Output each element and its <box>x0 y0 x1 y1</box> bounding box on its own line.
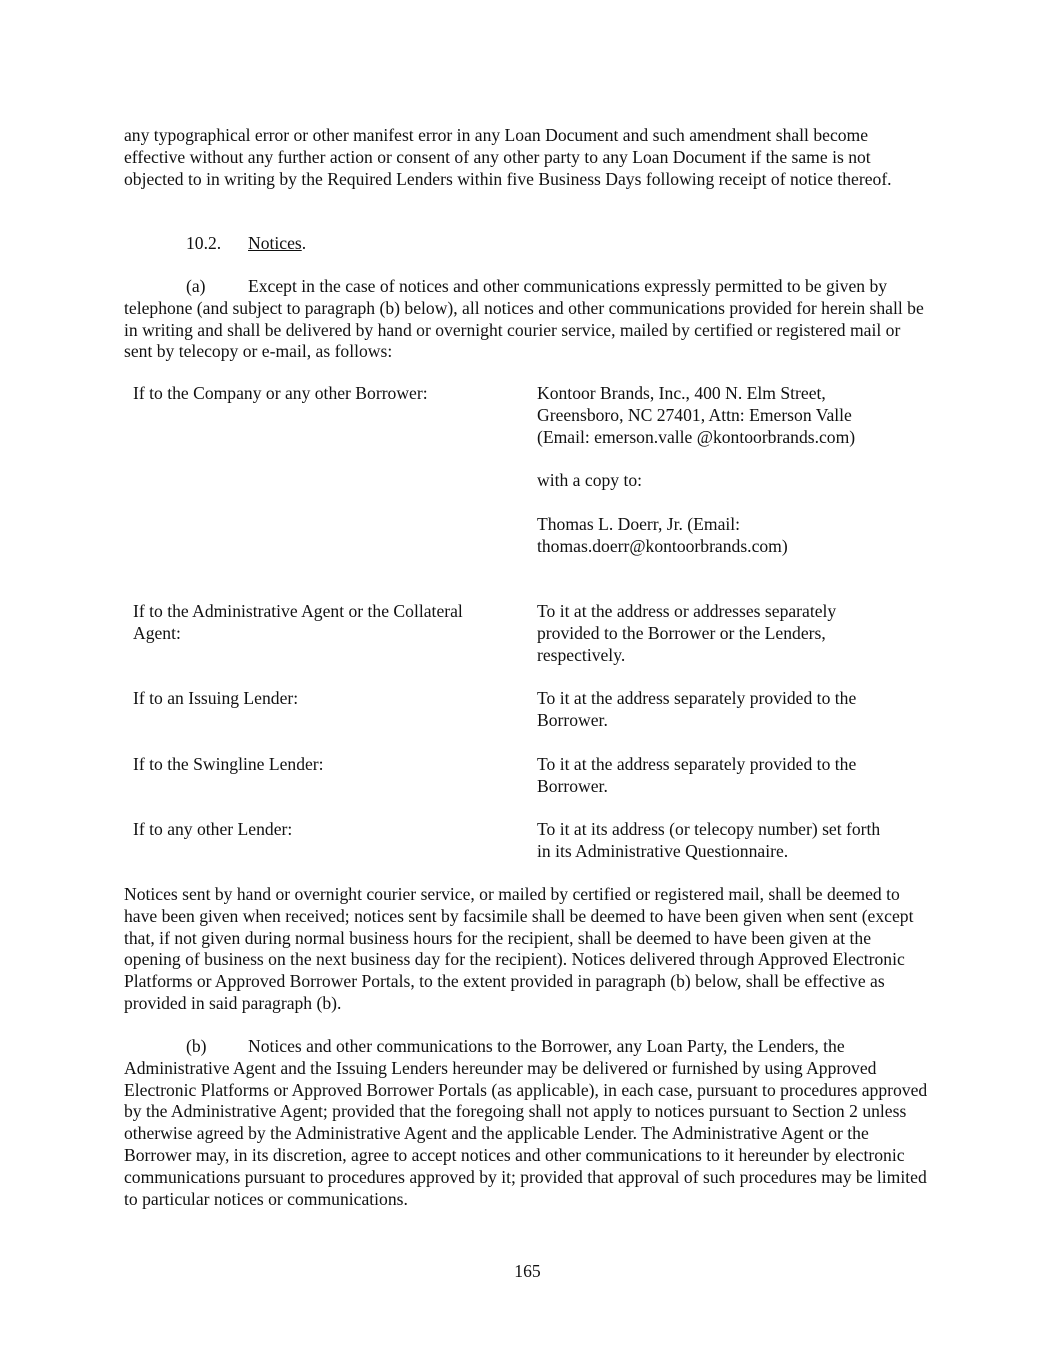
address-line: Borrower. <box>537 775 608 796</box>
paragraph-a-label: (a) <box>186 276 206 296</box>
notice-label: If to an Issuing Lender: <box>133 688 299 708</box>
page-number: 165 <box>514 1261 541 1281</box>
notice-label: If to the Swingline Lender: <box>133 754 324 774</box>
address-line: Kontoor Brands, Inc., 400 N. Elm Street, <box>537 383 826 403</box>
address-line: To it at the address or addresses separately <box>537 601 837 621</box>
address-line: in its Administrative Questionnaire. <box>537 840 789 861</box>
paragraph-b-text: Notices and other communications to the Borrower, any Loan Party, the Lenders, the Administrative Agent and the Issuing Lenders hereunder may be delivered or furnished by using Approved Electronic Platforms or Approved Borrower Portals (as applicable), in each case, pursuant to procedures approved by the Administrative Agent; provided that the foregoing shall not apply to notices pursuant to Section 2 unless otherwise agreed by the Administrative Agent and the applicable Lender. The Administrative Agent or the Borrower may, in its discretion, agree to accept notices and other communications to it hereunder by electronic communications pursuant to procedures approved by it; provided that approval of such procedures may be limited to particular notices or communications. <box>124 1036 928 1209</box>
copy-line: thomas.doerr@kontoorbrands.com) <box>537 535 788 556</box>
notice-address <box>537 601 927 666</box>
notice-address <box>537 819 927 863</box>
notice-label: If to any other Lender: <box>133 819 293 839</box>
address-line: To it at the address separately provided to the <box>537 688 857 708</box>
section-title-suffix: . <box>301 233 307 253</box>
notice-address <box>537 754 927 798</box>
label-line: Agent: <box>133 622 181 643</box>
label-line: If to the Administrative Agent or the Collateral <box>133 601 463 621</box>
paragraph-a <box>124 276 932 363</box>
address-line: Borrower. <box>537 709 608 730</box>
notice-address <box>537 688 927 732</box>
intro-paragraph: any typographical error or other manifest error in any Loan Document and such amendment shall become effective without any further action or consent of any other party to any Loan Document if the same is not objected to in writing by the Required Lenders within five Business Days following receipt of notice thereof. <box>124 125 892 189</box>
copy-line: Thomas L. Doerr, Jr. (Email: <box>537 514 741 534</box>
paragraph-b <box>124 1036 932 1210</box>
notice-label <box>133 601 503 645</box>
paragraph-b-label: (b) <box>186 1036 207 1056</box>
notices-effective-paragraph: Notices sent by hand or overnight courier service, or mailed by certified or registered mail, shall be deemed to have been given when received; notices sent by facsimile shall be deemed to have been given when sent (except that, if not given during normal business hours for the recipient, shall be deemed to have been given at the opening of business on the next business day for the recipient). Notices delivered through Approved Electronic Platforms or Approved Borrower Portals, to the extent provided in paragraph (b) below, shall be effective as provided in said paragraph (b). <box>124 884 914 1013</box>
address-line: provided to the Borrower or the Lenders, <box>537 622 826 643</box>
notice-label: If to the Company or any other Borrower: <box>133 383 428 403</box>
address-line: To it at the address separately provided to the <box>537 754 857 774</box>
address-line: To it at its address (or telecopy number) set forth <box>537 819 881 839</box>
paragraph-a-text: Except in the case of notices and other communications expressly permitted to be given by telephone (and subject to paragraph (b) below), all notices and other communications provided for herein shall be in writing and shall be delivered by hand or overnight courier service, mailed by certified or registered mail or sent by telecopy or e-mail, as follows: <box>124 276 924 362</box>
address-line: (Email: emerson.valle @kontoorbrands.com) <box>537 426 856 447</box>
section-number: 10.2. <box>186 233 222 253</box>
section-title: Notices <box>248 233 302 253</box>
copy-recipient <box>537 514 927 558</box>
copy-to-label: with a copy to: <box>537 470 643 490</box>
address-line: respectively. <box>537 644 626 665</box>
section-heading <box>124 233 932 255</box>
address-line: Greensboro, NC 27401, Attn: Emerson Valle <box>537 404 852 425</box>
notice-address <box>537 383 927 448</box>
